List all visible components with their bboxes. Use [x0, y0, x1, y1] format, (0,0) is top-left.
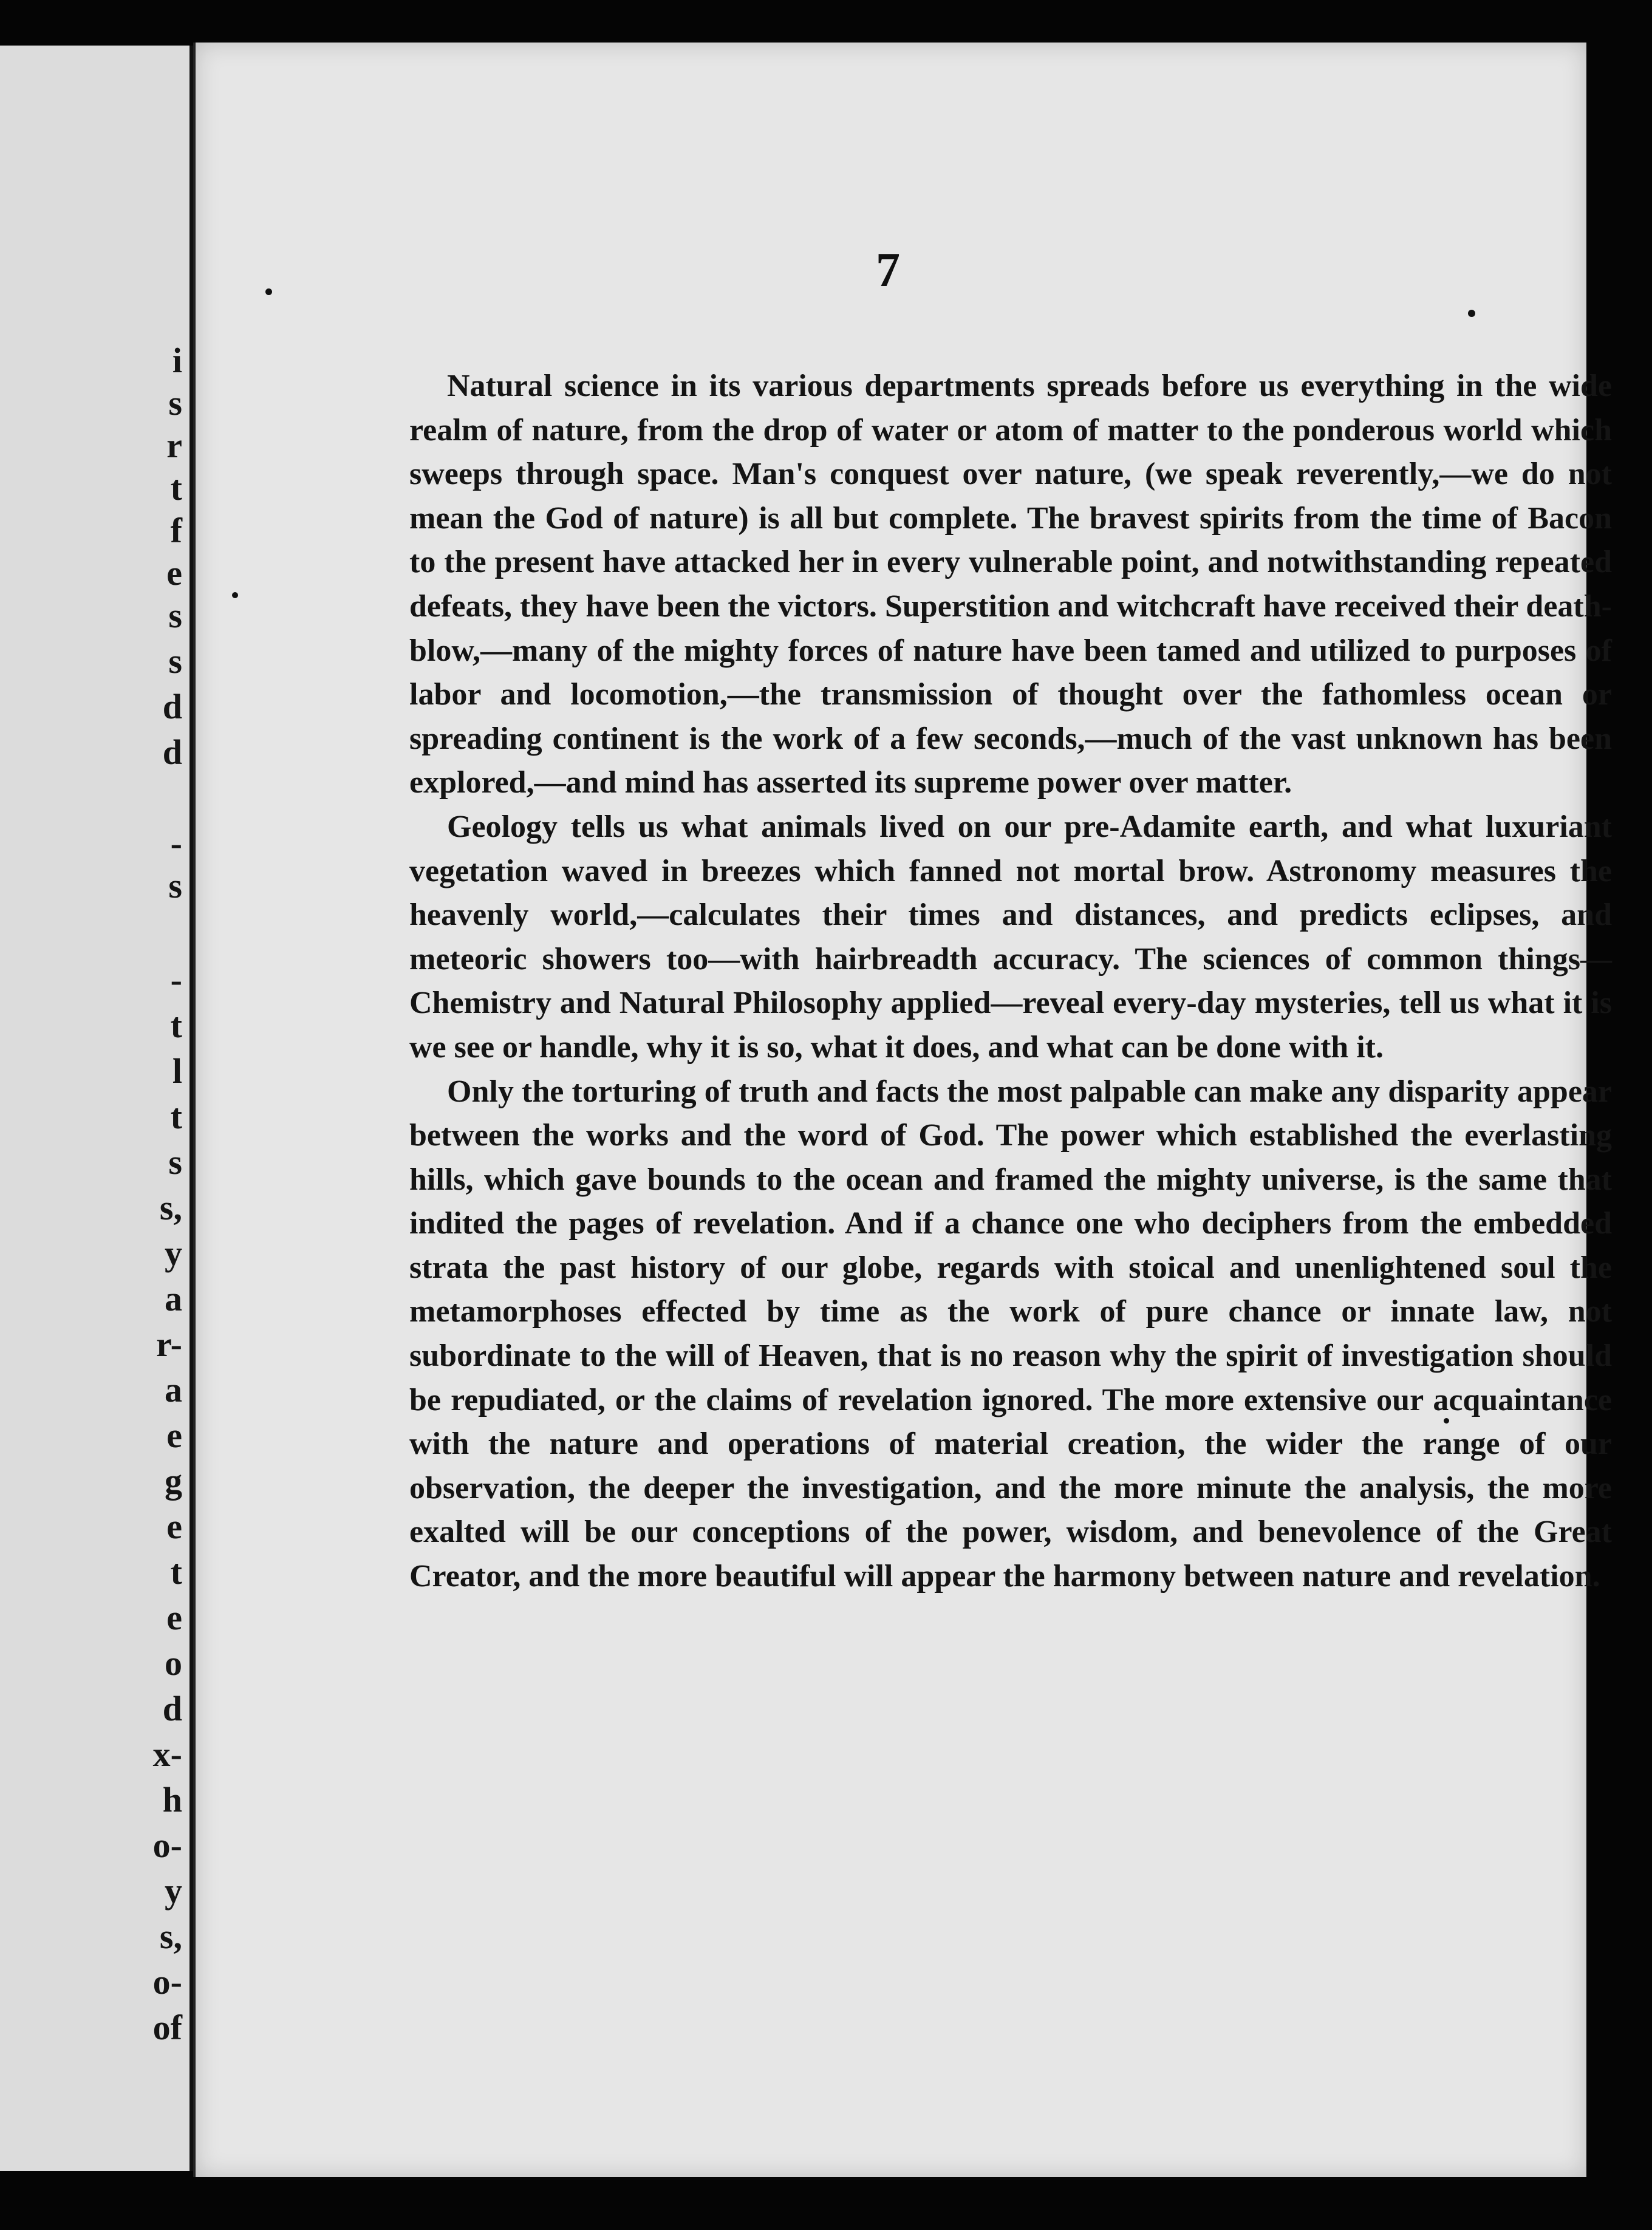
- margin-fragment: e: [166, 1507, 182, 1546]
- ink-speck: [1468, 310, 1475, 317]
- margin-fragment: o-: [152, 1826, 182, 1865]
- margin-fragment: i: [172, 341, 182, 380]
- margin-fragment: o-: [152, 1962, 182, 2002]
- paragraph: Geology tells us what animals lived on our pre-Adamite earth, and what luxuriant vegetation waved in breezes which fanned not mortal brow. Astronomy measures the heavenly world,—calculates their times and distances, and predicts eclipses, and meteoric showers too—with hairbreadth accuracy. The sciences of common things—Chemistry and Natural Philosophy applied—reveal every-day mysteries, tell us what it is we see or handle, why it is so, what it does, and what can be done with it.: [409, 809, 1612, 1065]
- margin-fragment: l: [172, 1051, 182, 1091]
- margin-fragment: a: [165, 1279, 182, 1318]
- margin-fragment: o: [165, 1643, 182, 1683]
- margin-fragment: t: [170, 1552, 182, 1592]
- margin-fragment: r: [166, 426, 182, 465]
- paragraph: Natural science in its various departments spreads before us everything in the wide realm of nature, from the drop of water or atom of matter to the ponderous world which sweeps through space. Man's conquest over nature, (we speak reverently,—we do not mean the God of nature) is all but complete. The bravest spirits from the time of Bacon to the present have attacked her in every vulnerable point, and notwithstanding repeated defeats, they have been the victors. Superstition and witchcraft have received their death-blow,—many of the mighty forces of nature have been tamed and utilized to purposes of labor and locomotion,—the transmission of thought over the fathomless ocean or spreading continent is the work of a few seconds,—much of the vast unknown has been explored,—and mind has asserted its supreme power over matter.: [409, 369, 1612, 800]
- ink-speck: [265, 288, 272, 295]
- margin-fragment: t: [170, 1097, 182, 1136]
- margin-fragment: f: [170, 511, 182, 550]
- margin-fragment: s: [168, 641, 182, 681]
- margin-fragment: x-: [152, 1734, 182, 1774]
- margin-fragment: y: [165, 1233, 182, 1273]
- margin-fragment: s: [168, 1142, 182, 1182]
- margin-fragment: e: [166, 553, 182, 593]
- margin-fragment: s,: [159, 1917, 182, 1956]
- facing-page-edge: [0, 46, 193, 2171]
- margin-fragment: of: [152, 2008, 182, 2047]
- margin-fragment: d: [162, 1689, 182, 1728]
- margin-fragment: t: [170, 1006, 182, 1045]
- margin-fragment: s: [168, 383, 182, 423]
- margin-fragment: s: [168, 596, 182, 635]
- margin-fragment: d: [162, 732, 182, 772]
- margin-fragment: y: [165, 1871, 182, 1911]
- margin-fragment: a: [165, 1370, 182, 1410]
- margin-fragment: s: [168, 866, 182, 905]
- margin-fragment: g: [165, 1461, 182, 1501]
- margin-fragment: t: [170, 468, 182, 508]
- body-text: [409, 364, 1612, 1599]
- margin-fragment: d: [162, 687, 182, 726]
- margin-fragment: e: [166, 1416, 182, 1455]
- margin-fragment: -: [170, 823, 182, 863]
- margin-fragment: s,: [159, 1188, 182, 1227]
- margin-fragment: -: [170, 960, 182, 1000]
- margin-fragment: e: [166, 1598, 182, 1637]
- margin-fragment: h: [162, 1780, 182, 1819]
- page-number: 7: [876, 244, 900, 297]
- margin-fragment: r-: [156, 1325, 182, 1364]
- paragraph: Only the torturing of truth and facts the most palpable can make any disparity appear between the works and the word of God. The power which established the everlasting hills, which gave bounds to the ocean and framed the mighty universe, is the same that indited the pages of revelation. And if a chance one who deciphers from the embedded strata the past history of our globe, regards with stoical and unenlightened soul the metamorphoses effected by time as the work of pure chance or innate law, not subordinate to the will of Heaven, that is no reason why the spirit of investigation should be repudiated, or the claims of revelation ignored. The more extensive our acquaintance with the nature and operations of material creation, the wider the range of our observation, the deeper the investigation, and the more minute the analysis, the more exalted will be our conceptions of the power, wisdom, and benevolence of the Great Creator, and the more beautiful will appear the harmony between nature and revelation.: [409, 1074, 1612, 1594]
- book-page: [193, 43, 1612, 2177]
- ink-speck: [232, 592, 238, 598]
